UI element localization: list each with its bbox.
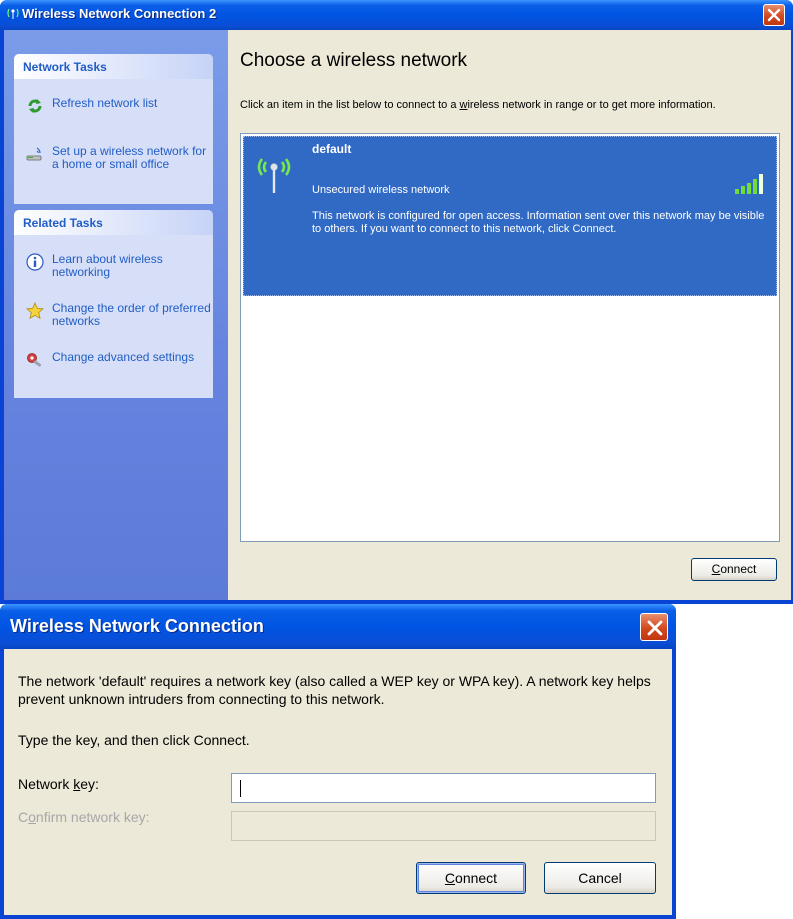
wireless-network-list[interactable] (240, 133, 780, 542)
connect-button[interactable]: Connect (691, 558, 777, 581)
refresh-icon (26, 97, 44, 115)
close-icon (646, 619, 664, 637)
network-security: Unsecured wireless network (312, 184, 450, 196)
network-key-input[interactable] (231, 773, 656, 803)
wireless-setup-icon (26, 145, 44, 163)
page-title: Choose a wireless network (240, 50, 468, 71)
close-icon (767, 8, 781, 22)
network-name: default (312, 142, 352, 156)
star-icon (26, 302, 44, 320)
window-client-area (4, 30, 791, 600)
network-tasks-panel (14, 54, 213, 204)
wireless-network-icon (6, 6, 20, 20)
dialog-instruction: Type the key, and then click Connect. (18, 732, 250, 748)
info-icon (26, 253, 44, 271)
confirm-network-key-label: Confirm network key: (18, 809, 150, 825)
main-content (228, 30, 791, 600)
related-tasks-header[interactable]: Related Tasks (14, 210, 213, 235)
signal-strength-icon (734, 173, 770, 195)
access-point-icon (250, 149, 298, 197)
network-list-item[interactable] (243, 136, 777, 296)
network-key-label: Network key: (18, 776, 99, 792)
change-order-preferred-label: Change the order of preferred networks (52, 301, 211, 328)
text-caret (240, 780, 241, 797)
confirm-network-key-input (231, 811, 656, 841)
dialog-title: Wireless Network Connection (10, 616, 264, 636)
settings-icon (26, 351, 44, 369)
dialog-title-bar[interactable] (0, 604, 676, 649)
window-title: Wireless Network Connection 2 (22, 6, 217, 21)
dialog-connect-button[interactable]: Connect (416, 862, 526, 894)
dialog-cancel-button[interactable]: Cancel (544, 862, 656, 894)
dialog-close-button[interactable] (640, 613, 668, 641)
setup-wireless-network-label: Set up a wireless network for a home or small office (52, 144, 207, 171)
related-tasks-panel (14, 210, 213, 398)
refresh-network-list-label: Refresh network list (52, 96, 158, 110)
close-button[interactable] (763, 4, 785, 26)
network-key-dialog (0, 604, 676, 919)
task-pane (4, 30, 228, 600)
learn-about-wireless-label: Learn about wireless networking (52, 252, 163, 279)
network-description: This network is configured for open access. Information sent over this network may be visible to others. If you want to connect to this network, click Connect. (312, 210, 765, 235)
page-description: Click an item in the list below to connect to a wireless network in range or to get more information. (240, 99, 716, 111)
dialog-client-area (4, 649, 672, 915)
change-advanced-settings-label: Change advanced settings (52, 350, 195, 364)
network-tasks-header[interactable]: Network Tasks (14, 54, 213, 79)
title-bar[interactable] (0, 0, 793, 30)
dialog-message: The network 'default' requires a network key (also called a WEP key or WPA key). A network key helps prevent unknown intruders from connecting to this network. (18, 673, 651, 707)
